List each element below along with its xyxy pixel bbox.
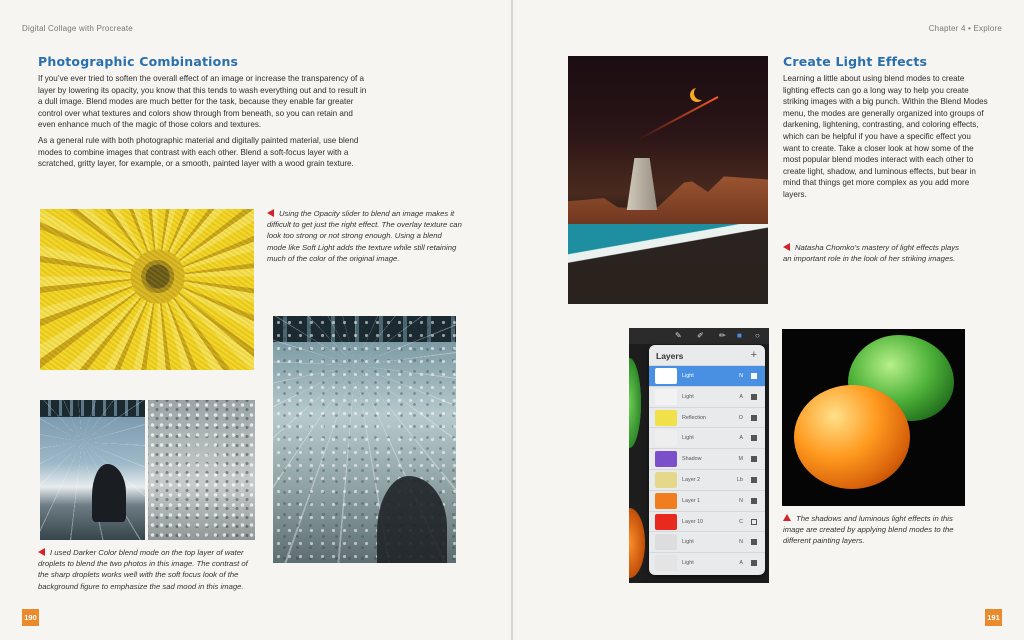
layer-thumbnail <box>655 514 677 530</box>
layer-row <box>649 552 765 573</box>
dark-sand <box>568 264 768 304</box>
layer-thumbnail <box>655 472 677 488</box>
layer-blend-mode: N <box>739 373 743 379</box>
layer-row <box>649 427 765 448</box>
layer-thumbnail <box>655 368 677 384</box>
brush-icon: ✎ <box>675 331 682 340</box>
caption-shadows-text: The shadows and luminous light effects in this image are created by applying blend modes to the different painting layers. <box>783 514 954 546</box>
layer-blend-mode: C <box>739 518 743 525</box>
caption-sunflower-text: Using the Opacity slider to blend an image makes it difficult to get just the right effect. The overlay texture can look too strong or not strong enough. Using a blend mode like Soft Light adds the texture while still retaining much of the color of the original image. <box>267 209 462 263</box>
layer-row <box>649 511 765 532</box>
orange-fruit <box>794 385 910 489</box>
fruit-painting <box>782 329 965 506</box>
sad-figure-photo-small <box>40 400 145 540</box>
layer-blend-mode: Lb <box>737 477 743 483</box>
running-head-left: Digital Collage with Procreate <box>22 24 133 33</box>
layer-name: Light <box>682 393 694 400</box>
layer-blend-mode: M <box>738 456 743 463</box>
layer-name: Reflection <box>682 414 706 421</box>
layer-visibility-checkbox <box>751 539 757 545</box>
layer-name: Shadow <box>682 456 702 463</box>
procreate-layers-screenshot <box>629 328 769 583</box>
left-paragraph-2: As a general rule with both photographic material and digitally painted material, use blend modes to combine images that contrast with each other. Blend a soft-focus layer with a scratched, gritty layer, for example, or a smooth, painted layer with a wood grain texture. <box>38 135 359 169</box>
left-paragraph-1: If you’ve ever tried to soften the overall effect of an image or increase the transparency of a layer by lowering its opacity, you know that this tends to wash everything out and to result in a dull image. Blend modes are much better for the task, because they enable far greater control over what textures and colors show through from beneath, so you can retain and even enhance much of the magic of those colors and textures. <box>38 74 367 130</box>
caption-marker-icon <box>267 209 274 217</box>
layer-visibility-checkbox <box>751 560 757 566</box>
light-beam <box>638 96 718 140</box>
layer-name: Light <box>682 560 694 567</box>
layer-thumbnail <box>655 493 677 509</box>
layer-blend-mode: A <box>739 435 743 442</box>
sunflower-photo <box>40 209 254 370</box>
figure-silhouette-small <box>92 464 126 522</box>
page-number-left: 190 <box>22 609 39 626</box>
caption-sunflower <box>267 208 463 264</box>
monolith-building <box>623 158 661 210</box>
heading-create-light-effects: Create Light Effects <box>783 54 928 69</box>
layer-blend-mode: A <box>739 393 743 400</box>
eraser-icon: ✏ <box>719 331 726 340</box>
layer-visibility-checkbox <box>751 519 757 525</box>
layer-visibility-checkbox <box>751 373 757 379</box>
layer-blend-mode: A <box>739 560 743 567</box>
layer-visibility-checkbox <box>751 456 757 462</box>
layer-row <box>649 531 765 552</box>
layer-thumbnail <box>655 430 677 446</box>
smudge-icon: ✐ <box>697 331 704 340</box>
layer-visibility-checkbox <box>751 435 757 441</box>
layer-row <box>649 448 765 469</box>
layer-thumbnail <box>655 389 677 405</box>
caption-marker-icon <box>783 243 790 251</box>
layer-row <box>649 386 765 407</box>
running-head-right: Chapter 4 • Explore <box>928 24 1002 33</box>
layers-panel <box>649 345 765 575</box>
layer-name: Light <box>682 539 694 546</box>
layer-name: Layer 2 <box>682 477 700 483</box>
layer-row <box>649 407 765 428</box>
layers-icon: ■ <box>737 331 742 340</box>
layer-row <box>649 469 765 490</box>
caption-shadows <box>783 513 973 547</box>
layer-thumbnail <box>655 410 677 426</box>
layer-visibility-checkbox <box>751 498 757 504</box>
page-number-right: 191 <box>985 609 1002 626</box>
layer-thumbnail <box>655 534 677 550</box>
right-page <box>513 0 1024 640</box>
layer-name: Light <box>682 435 694 442</box>
add-layer-icon: + <box>750 349 757 361</box>
layer-name: Layer 10 <box>682 518 703 525</box>
caption-chomko <box>783 242 959 264</box>
layer-visibility-checkbox <box>751 477 757 483</box>
layer-name: Light <box>682 373 694 379</box>
layer-name: Layer 1 <box>682 497 700 504</box>
caption-chomko-text: Natasha Chomko’s mastery of light effects plays an important role in the look of her striking images. <box>783 243 959 264</box>
caption-darker-color <box>38 547 260 592</box>
color-icon: ○ <box>755 331 760 340</box>
crescent-moon-icon <box>694 86 708 100</box>
layer-visibility-checkbox <box>751 394 757 400</box>
surreal-desert-artwork <box>568 56 768 304</box>
red-rock-mesa <box>568 164 768 226</box>
green-fruit-edge <box>629 358 641 448</box>
caption-darker-color-text: I used Darker Color blend mode on the top layer of water droplets to blend the two photos in this image. The contrast of the sharp droplets works well with the soft focus look of the background figure to emphasize the sad mood in this image. <box>38 548 248 591</box>
caption-marker-icon <box>783 514 791 521</box>
layer-row <box>649 365 765 386</box>
water-droplets-photo <box>148 400 255 540</box>
layers-panel-title: Layers <box>656 351 684 361</box>
left-body-text <box>38 73 372 174</box>
heading-photographic-combinations: Photographic Combinations <box>38 54 239 69</box>
layer-blend-mode: N <box>739 497 743 504</box>
sad-figure-photo-large <box>273 316 456 563</box>
layer-thumbnail <box>655 555 677 571</box>
layer-thumbnail <box>655 451 677 467</box>
orange-fruit-edge <box>629 508 645 578</box>
right-body-text: Learning a little about using blend modes to create lighting effects can go a long way to help you create striking images with a big punch. Within the Blend Modes menu, the modes are generally organized into groups of darkening, lightening, contrasting, and coloring effects, which can be helpful if you have a specific effect you want to create. Take a closer look at how some of the most popular blend modes interact with each other to create light, shadow, and luminous effects, but bear in mind that things get more complex as you add more layers. <box>783 74 988 199</box>
layer-row <box>649 490 765 511</box>
layer-blend-mode: O <box>738 414 743 421</box>
layer-blend-mode: N <box>739 539 743 546</box>
caption-marker-icon <box>38 548 45 556</box>
layer-visibility-checkbox <box>751 415 757 421</box>
procreate-toolbar <box>629 328 769 344</box>
left-page <box>0 0 511 640</box>
